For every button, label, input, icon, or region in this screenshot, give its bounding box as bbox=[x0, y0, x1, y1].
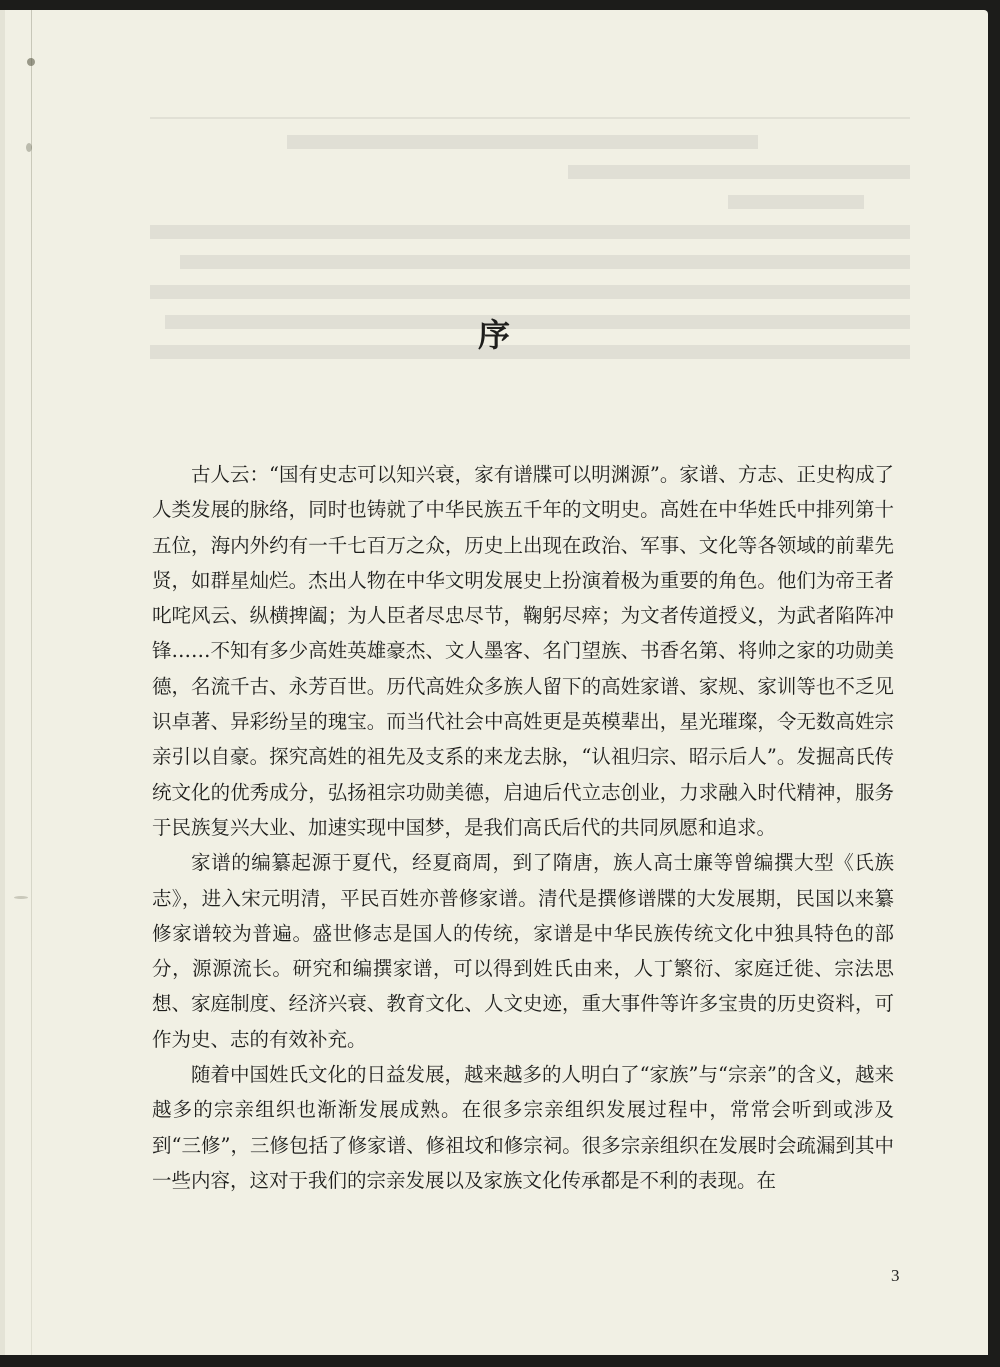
body-text bbox=[152, 457, 894, 1198]
scanned-page bbox=[0, 10, 988, 1355]
page-title: 序 bbox=[477, 316, 510, 354]
paragraph: 古人云：“国有史志可以知兴衰，家有谱牒可以明渊源”。家谱、方志、正史构成了人类发展的脉络，同时也铸就了中华民族五千年的文明史。高姓在中华姓氏中排列第十五位，海内外约有一千七百万之众，历史上出现在政治、军事、文化等各领域的前辈先贤，如群星灿烂。杰出人物在中华文明发展史上扮演着极为重要的角色。他们为帝王者叱咤风云、纵横捭阖；为人臣者尽忠尽节，鞠躬尽瘁；为文者传道授义，为武者陷阵冲锋……不知有多少高姓英雄豪杰、文人墨客、名门望族、书香名第、将帅之家的功勋美德，名流千古、永芳百世。历代高姓众多族人留下的高姓家谱、家规、家训等也不乏见识卓著、异彩纷呈的瑰宝。而当代社会中高姓更是英模辈出，星光璀璨，令无数高姓宗亲引以自豪。探究高姓的祖先及支系的来龙去脉，“认祖归宗、昭示后人”。发掘高氏传统文化的优秀成分，弘扬祖宗功勋美德，启迪后代立志创业，力求融入时代精神，服务于民族复兴大业、加速实现中国梦，是我们高氏后代的共同夙愿和追求。 bbox=[152, 463, 894, 839]
paragraph: 随着中国姓氏文化的日益发展，越来越多的人明白了“家族”与“宗亲”的含义，越来越多的宗亲组织也渐渐发展成熟。在很多宗亲组织发展过程中，常常会听到或涉及到“三修”，三修包括了修家谱、修祖坟和修宗祠。很多宗亲组织在发展时会疏漏到其中一些内容，这对于我们的宗亲发展以及家族文化传承都是不利的表现。在 bbox=[152, 1063, 894, 1192]
page-left-edge bbox=[0, 10, 5, 1355]
binding-mark bbox=[27, 58, 35, 66]
reverse-side-show-through bbox=[150, 95, 910, 515]
binding-mark bbox=[26, 143, 32, 152]
binding-crease bbox=[31, 10, 32, 1355]
page-number: 3 bbox=[891, 1266, 900, 1285]
binding-mark bbox=[14, 896, 28, 899]
paragraph: 家谱的编纂起源于夏代，经夏商周，到了隋唐，族人高士廉等曾编撰大型《氏族志》，进入宋元明清，平民百姓亦普修家谱。清代是撰修谱牒的大发展期，民国以来纂修家谱较为普遍。盛世修志是国人的传统，家谱是中华民族传统文化中独具特色的部分，源源流长。研究和编撰家谱，可以得到姓氏由来，人丁繁衍、家庭迁徙、宗法思想、家庭制度、经济兴衰、教育文化、人文史迹，重大事件等许多宝贵的历史资料，可作为史、志的有效补充。 bbox=[152, 851, 894, 1051]
